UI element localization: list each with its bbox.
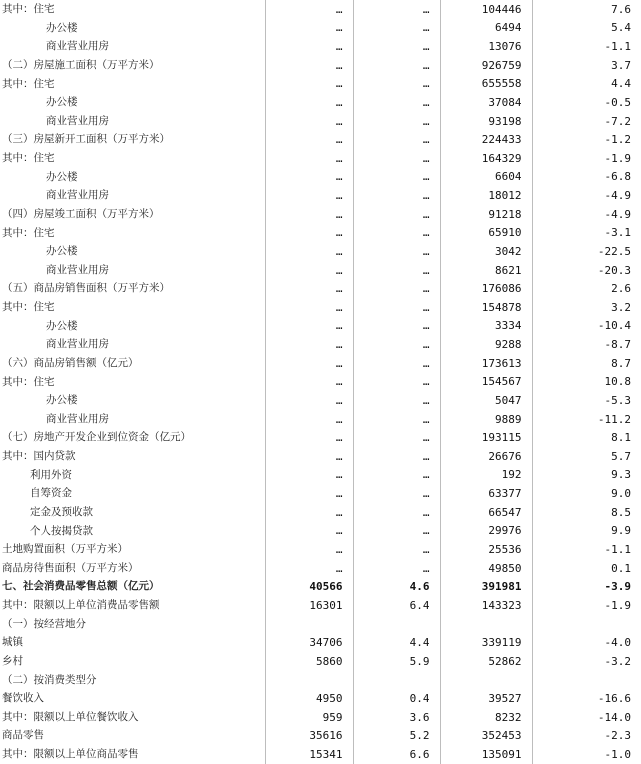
- row-label: 自筹资金: [0, 484, 265, 503]
- cumulative-value-cell: 391981: [440, 577, 532, 596]
- month-growth-cell: …: [353, 466, 440, 485]
- row-label: 商品零售: [0, 726, 265, 745]
- month-growth-cell: …: [353, 317, 440, 336]
- table-row: [0, 279, 641, 298]
- row-label: 商业营业用房: [0, 112, 265, 131]
- table-row: [0, 75, 641, 94]
- month-value-cell: …: [265, 559, 353, 578]
- row-label: （二）按消费类型分: [0, 671, 265, 690]
- month-growth-cell: …: [353, 261, 440, 280]
- table-row: [0, 652, 641, 671]
- cumulative-value-cell: 18012: [440, 186, 532, 205]
- cumulative-growth-cell: -3.9: [604, 580, 631, 594]
- cumulative-growth-cell: 9.3: [611, 468, 631, 482]
- month-value-cell: 40566: [265, 577, 353, 596]
- cumulative-value-cell: 193115: [440, 428, 532, 447]
- month-value-cell: …: [265, 428, 353, 447]
- cumulative-value-cell: 655558: [440, 75, 532, 94]
- month-growth-cell: …: [353, 503, 440, 522]
- table-row: [0, 373, 641, 392]
- row-label: 办公楼: [0, 317, 265, 336]
- table-row: [0, 0, 641, 19]
- row-label: 土地购置面积（万平方米）: [0, 540, 265, 559]
- cumulative-value-cell: 66547: [440, 503, 532, 522]
- cumulative-growth-cell: -4.9: [604, 207, 631, 221]
- row-label: 办公楼: [0, 391, 265, 410]
- cumulative-value-cell: 339119: [440, 633, 532, 652]
- table-row: [0, 447, 641, 466]
- month-value-cell: …: [265, 168, 353, 187]
- cumulative-value-cell: 192: [440, 466, 532, 485]
- cumulative-growth-cell: -11.2: [597, 412, 631, 426]
- cumulative-growth-cell: 4.4: [611, 77, 631, 91]
- cumulative-growth-cell: 5.7: [611, 449, 631, 463]
- row-label: 商业营业用房: [0, 37, 265, 56]
- month-value-cell: …: [265, 373, 353, 392]
- table-row: [0, 577, 641, 596]
- cumulative-value-cell: 8232: [440, 708, 532, 727]
- month-growth-cell: …: [353, 75, 440, 94]
- cumulative-value-cell: 65910: [440, 224, 532, 243]
- table-row: [0, 391, 641, 410]
- month-growth-cell: …: [353, 354, 440, 373]
- row-label: 商业营业用房: [0, 335, 265, 354]
- row-label: （三）房屋新开工面积（万平方米）: [0, 130, 265, 149]
- month-value-cell: …: [265, 503, 353, 522]
- table-row: [0, 559, 641, 578]
- month-growth-cell: …: [353, 224, 440, 243]
- table-row: [0, 484, 641, 503]
- month-growth-cell: …: [353, 37, 440, 56]
- row-label: 其中：住宅: [0, 75, 265, 94]
- month-growth-cell: 3.6: [353, 708, 440, 727]
- month-value-cell: 34706: [265, 633, 353, 652]
- row-label: 办公楼: [0, 168, 265, 187]
- row-label: 城镇: [0, 633, 265, 652]
- cumulative-growth-cell: -3.2: [604, 654, 631, 668]
- month-growth-cell: [353, 671, 440, 690]
- month-growth-cell: …: [353, 56, 440, 75]
- month-growth-cell: …: [353, 391, 440, 410]
- month-value-cell: …: [265, 540, 353, 559]
- month-value-cell: 35616: [265, 726, 353, 745]
- cumulative-value-cell: 154567: [440, 373, 532, 392]
- row-label: 其中：限额以上单位消费品零售额: [0, 596, 265, 615]
- cumulative-growth-cell: -3.1: [604, 226, 631, 240]
- row-label: 商品房待售面积（万平方米）: [0, 559, 265, 578]
- table-row: [0, 298, 641, 317]
- row-label: 个人按揭贷款: [0, 522, 265, 541]
- cumulative-value-cell: 8621: [440, 261, 532, 280]
- cumulative-growth-cell: 7.6: [611, 2, 631, 16]
- table-row: [0, 130, 641, 149]
- table-row: [0, 335, 641, 354]
- month-growth-cell: 0.4: [353, 689, 440, 708]
- cumulative-growth-cell: 10.8: [604, 375, 631, 389]
- table-row: [0, 615, 641, 634]
- row-label: （六）商品房销售额（亿元）: [0, 354, 265, 373]
- month-value-cell: …: [265, 466, 353, 485]
- cumulative-growth-cell: 3.7: [611, 58, 631, 72]
- month-growth-cell: 6.6: [353, 745, 440, 764]
- cumulative-value-cell: 49850: [440, 559, 532, 578]
- row-label: （一）按经营地分: [0, 615, 265, 634]
- row-label: 其中：国内贷款: [0, 447, 265, 466]
- month-growth-cell: …: [353, 335, 440, 354]
- row-label: 其中：住宅: [0, 149, 265, 168]
- month-growth-cell: …: [353, 279, 440, 298]
- table-row: [0, 112, 641, 131]
- cumulative-value-cell: [440, 671, 532, 690]
- month-value-cell: …: [265, 56, 353, 75]
- cumulative-growth-cell: 9.0: [611, 487, 631, 501]
- cumulative-value-cell: 29976: [440, 522, 532, 541]
- cumulative-growth-cell: -16.6: [597, 691, 631, 705]
- row-label: 其中：住宅: [0, 0, 265, 19]
- table-row: [0, 261, 641, 280]
- cumulative-growth-cell: 5.4: [611, 21, 631, 35]
- cumulative-growth-cell: -0.5: [604, 95, 631, 109]
- row-label: （七）房地产开发企业到位资金（亿元）: [0, 428, 265, 447]
- table-row: [0, 224, 641, 243]
- cumulative-value-cell: 104446: [440, 0, 532, 19]
- row-label: 办公楼: [0, 242, 265, 261]
- month-growth-cell: …: [353, 447, 440, 466]
- row-label: 其中：住宅: [0, 298, 265, 317]
- month-value-cell: …: [265, 410, 353, 429]
- table-row: [0, 317, 641, 336]
- month-growth-cell: …: [353, 93, 440, 112]
- month-growth-cell: …: [353, 540, 440, 559]
- month-value-cell: 16301: [265, 596, 353, 615]
- cumulative-value-cell: 154878: [440, 298, 532, 317]
- cumulative-growth-cell: 3.2: [611, 300, 631, 314]
- cumulative-growth-cell: -10.4: [597, 319, 631, 333]
- cumulative-value-cell: 164329: [440, 149, 532, 168]
- month-growth-cell: …: [353, 410, 440, 429]
- cumulative-value-cell: 93198: [440, 112, 532, 131]
- row-label: 定金及预收款: [0, 503, 265, 522]
- table-row: [0, 522, 641, 541]
- cumulative-value-cell: 26676: [440, 447, 532, 466]
- month-value-cell: …: [265, 298, 353, 317]
- month-growth-cell: …: [353, 298, 440, 317]
- row-label: （二）房屋施工面积（万平方米）: [0, 56, 265, 75]
- table-row: [0, 19, 641, 38]
- month-value-cell: …: [265, 149, 353, 168]
- month-growth-cell: …: [353, 559, 440, 578]
- cumulative-value-cell: 135091: [440, 745, 532, 764]
- month-growth-cell: 4.4: [353, 633, 440, 652]
- month-value-cell: …: [265, 0, 353, 19]
- month-value-cell: …: [265, 261, 353, 280]
- month-value-cell: …: [265, 186, 353, 205]
- row-label: 其中：住宅: [0, 224, 265, 243]
- table-row: [0, 168, 641, 187]
- cumulative-value-cell: 9288: [440, 335, 532, 354]
- month-value-cell: 959: [265, 708, 353, 727]
- cumulative-growth-cell: -4.9: [604, 189, 631, 203]
- cumulative-growth-cell: -4.0: [604, 636, 631, 650]
- month-value-cell: …: [265, 354, 353, 373]
- table-row: [0, 428, 641, 447]
- table-row: [0, 466, 641, 485]
- month-growth-cell: 5.2: [353, 726, 440, 745]
- table-row: [0, 149, 641, 168]
- month-growth-cell: …: [353, 168, 440, 187]
- cumulative-growth-cell: [532, 615, 641, 634]
- month-value-cell: …: [265, 37, 353, 56]
- month-growth-cell: …: [353, 205, 440, 224]
- cumulative-growth-cell: -1.9: [604, 598, 631, 612]
- cumulative-growth-cell: -7.2: [604, 114, 631, 128]
- cumulative-value-cell: 352453: [440, 726, 532, 745]
- month-growth-cell: …: [353, 484, 440, 503]
- row-label: 商业营业用房: [0, 186, 265, 205]
- month-growth-cell: 6.4: [353, 596, 440, 615]
- month-value-cell: …: [265, 242, 353, 261]
- month-value-cell: …: [265, 75, 353, 94]
- table-row: [0, 37, 641, 56]
- month-growth-cell: …: [353, 112, 440, 131]
- month-growth-cell: …: [353, 19, 440, 38]
- row-label: 商业营业用房: [0, 261, 265, 280]
- month-value-cell: 15341: [265, 745, 353, 764]
- month-growth-cell: …: [353, 522, 440, 541]
- month-value-cell: …: [265, 391, 353, 410]
- cumulative-value-cell: 3042: [440, 242, 532, 261]
- cumulative-value-cell: 143323: [440, 596, 532, 615]
- table-row: [0, 726, 641, 745]
- month-value-cell: [265, 671, 353, 690]
- row-label: （四）房屋竣工面积（万平方米）: [0, 205, 265, 224]
- month-value-cell: 5860: [265, 652, 353, 671]
- month-growth-cell: …: [353, 186, 440, 205]
- cumulative-growth-cell: -20.3: [597, 263, 631, 277]
- month-value-cell: …: [265, 447, 353, 466]
- month-value-cell: …: [265, 484, 353, 503]
- table-row: [0, 633, 641, 652]
- row-label: （五）商品房销售面积（万平方米）: [0, 279, 265, 298]
- month-value-cell: …: [265, 205, 353, 224]
- month-growth-cell: …: [353, 428, 440, 447]
- month-growth-cell: …: [353, 130, 440, 149]
- table-row: [0, 242, 641, 261]
- cumulative-value-cell: 6494: [440, 19, 532, 38]
- table-row: [0, 671, 641, 690]
- cumulative-value-cell: 63377: [440, 484, 532, 503]
- month-value-cell: …: [265, 112, 353, 131]
- cumulative-value-cell: 5047: [440, 391, 532, 410]
- row-label: 七、社会消费品零售总额（亿元）: [0, 577, 265, 596]
- table-row: [0, 410, 641, 429]
- month-growth-cell: 5.9: [353, 652, 440, 671]
- table-row: [0, 56, 641, 75]
- month-growth-cell: …: [353, 242, 440, 261]
- row-label: 其中：限额以上单位餐饮收入: [0, 708, 265, 727]
- table-row: [0, 186, 641, 205]
- cumulative-value-cell: 91218: [440, 205, 532, 224]
- month-value-cell: …: [265, 522, 353, 541]
- cumulative-value-cell: 25536: [440, 540, 532, 559]
- month-value-cell: …: [265, 224, 353, 243]
- month-growth-cell: 4.6: [353, 577, 440, 596]
- month-growth-cell: …: [353, 373, 440, 392]
- month-value-cell: …: [265, 317, 353, 336]
- cumulative-growth-cell: 8.1: [611, 431, 631, 445]
- table-row: [0, 708, 641, 727]
- cumulative-growth-cell: 9.9: [611, 524, 631, 538]
- cumulative-growth-cell: -5.3: [604, 393, 631, 407]
- cumulative-growth-cell: -8.7: [604, 338, 631, 352]
- cumulative-growth-cell: -22.5: [597, 244, 631, 258]
- cumulative-value-cell: 6604: [440, 168, 532, 187]
- cumulative-value-cell: 224433: [440, 130, 532, 149]
- month-value-cell: 4950: [265, 689, 353, 708]
- month-value-cell: …: [265, 19, 353, 38]
- row-label: 其中：住宅: [0, 373, 265, 392]
- cumulative-growth-cell: 0.1: [611, 561, 631, 575]
- month-value-cell: …: [265, 93, 353, 112]
- cumulative-value-cell: 37084: [440, 93, 532, 112]
- cumulative-growth-cell: [532, 671, 641, 690]
- cumulative-value-cell: 13076: [440, 37, 532, 56]
- cumulative-growth-cell: -14.0: [597, 710, 631, 724]
- table-row: [0, 689, 641, 708]
- row-label: 办公楼: [0, 93, 265, 112]
- cumulative-growth-cell: -1.2: [604, 133, 631, 147]
- cumulative-growth-cell: -6.8: [604, 170, 631, 184]
- month-value-cell: [265, 615, 353, 634]
- cumulative-value-cell: 9889: [440, 410, 532, 429]
- table-row: [0, 354, 641, 373]
- month-value-cell: …: [265, 335, 353, 354]
- month-growth-cell: …: [353, 0, 440, 19]
- cumulative-growth-cell: 2.6: [611, 282, 631, 296]
- cumulative-growth-cell: -1.1: [604, 542, 631, 556]
- row-label: 餐饮收入: [0, 689, 265, 708]
- month-value-cell: …: [265, 130, 353, 149]
- month-growth-cell: …: [353, 149, 440, 168]
- cumulative-value-cell: 926759: [440, 56, 532, 75]
- table-row: [0, 503, 641, 522]
- table-row: [0, 205, 641, 224]
- row-label: 其中：限额以上单位商品零售: [0, 745, 265, 764]
- cumulative-value-cell: 173613: [440, 354, 532, 373]
- cumulative-value-cell: 39527: [440, 689, 532, 708]
- cumulative-value-cell: 176086: [440, 279, 532, 298]
- row-label: 乡村: [0, 652, 265, 671]
- cumulative-value-cell: 3334: [440, 317, 532, 336]
- cumulative-growth-cell: 8.5: [611, 505, 631, 519]
- table-row: [0, 596, 641, 615]
- row-label: 办公楼: [0, 19, 265, 38]
- table-row: [0, 93, 641, 112]
- cumulative-value-cell: [440, 615, 532, 634]
- cumulative-value-cell: 52862: [440, 652, 532, 671]
- month-value-cell: …: [265, 279, 353, 298]
- month-growth-cell: [353, 615, 440, 634]
- cumulative-growth-cell: 8.7: [611, 356, 631, 370]
- table-row: [0, 540, 641, 559]
- cumulative-growth-cell: -1.1: [604, 40, 631, 54]
- row-label: 商业营业用房: [0, 410, 265, 429]
- cumulative-growth-cell: -2.3: [604, 729, 631, 743]
- row-label: 利用外资: [0, 466, 265, 485]
- cumulative-growth-cell: -1.0: [604, 748, 631, 761]
- table-row: [0, 745, 641, 764]
- cumulative-growth-cell: -1.9: [604, 151, 631, 165]
